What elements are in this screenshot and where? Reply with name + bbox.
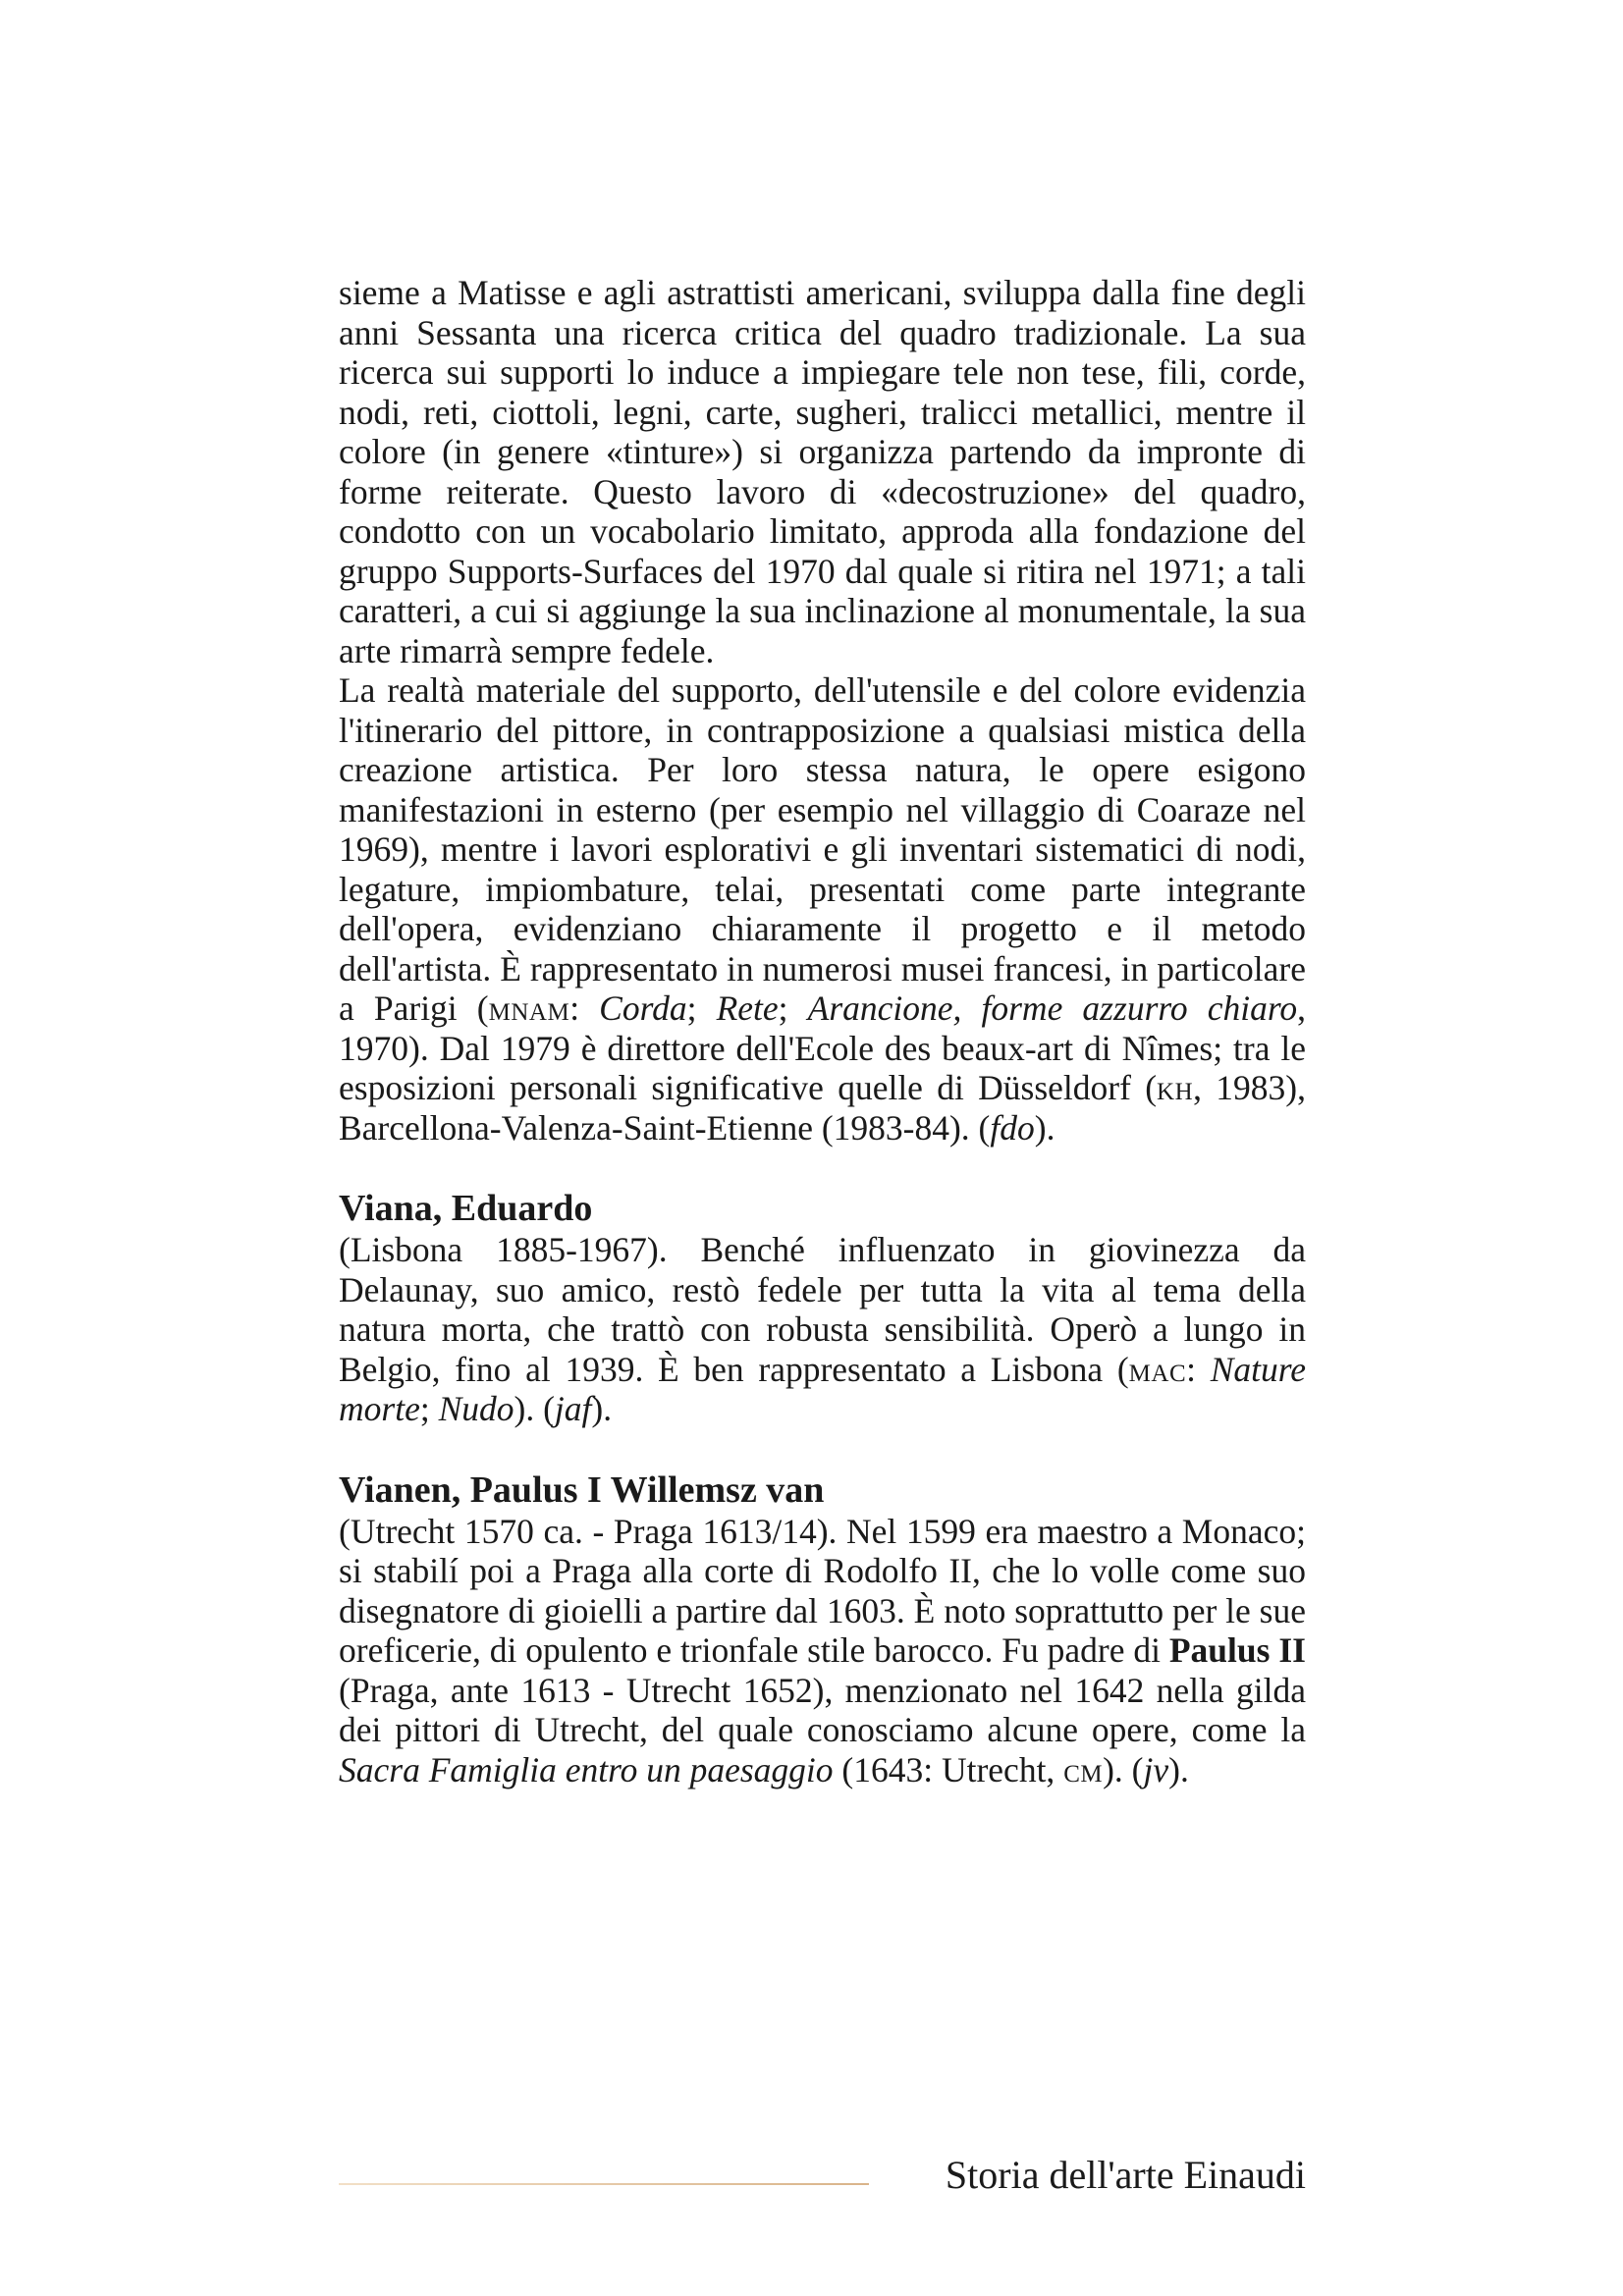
text-run: , 1983), Barcellona-Valenza-Saint-Etienne (1983-84). ( [339, 1068, 1306, 1148]
work-title: Corda [599, 988, 687, 1028]
text-run: ). ( [514, 1389, 555, 1428]
text-run: (Lisbona 1885-1967). Benché influenzato in giovinezza da Delaunay, suo amico, restò fedele per tutta la vita al tema della natura morta, che trattò con robusta sensibilità. Operò a lungo in Belgio, fino al 1939. È ben rappresentato a Lisbona ( [339, 1230, 1306, 1389]
text-run: ). [591, 1389, 613, 1428]
spacer [339, 1429, 1306, 1468]
work-title: Rete [716, 988, 779, 1028]
author-initials: jaf [554, 1389, 592, 1428]
author-initials: jv [1143, 1749, 1169, 1789]
museum-abbrev: kh [1157, 1068, 1194, 1107]
museum-abbrev: mnam [488, 988, 570, 1028]
cross-reference-name: Paulus II [1168, 1630, 1306, 1670]
text-run: ; [778, 988, 808, 1028]
text-run: ). [1168, 1749, 1189, 1789]
text-run: (Praga, ante 1613 - Utrecht 1652), menzionato nel 1642 nella gilda dei pittori di Utrecht, del quale conosciamo alcune opere, come la [339, 1670, 1306, 1749]
text-run: La realtà materiale del supporto, dell'utensile e del colore evidenzia l'itinerario del pittore, in contrapposizione a qualsiasi mistica della creazione artistica. Per loro stessa natura, le opere esigono manifestazioni in esterno (per esempio nel villaggio di Coaraze nel 1969), mentre i lavori esplorativi e gli inventari sistematici di nodi, legature, impiombature, telai, presentati come parte integrante dell'opera, evidenziano chiaramente il progetto e il metodo dell'artista. È rappresentato in numerosi musei francesi, in particolare a Parigi ( [339, 670, 1306, 1028]
entry-body-vianen [339, 1512, 1306, 1790]
text-run: ; [419, 1389, 439, 1428]
work-title: Sacra Famiglia entro un paesaggio [339, 1749, 834, 1789]
work-title: Arancione, forme azzurro chiaro [807, 988, 1298, 1028]
text-run: : [1186, 1349, 1211, 1389]
text-run: ). [1034, 1107, 1055, 1148]
paragraph-itinerary [339, 670, 1306, 1148]
text-run: : [569, 988, 600, 1028]
text-run: ; [686, 988, 717, 1028]
text-run: (Utrecht 1570 ca. - Praga 1613/14). Nel 1599 era maestro a Monaco; si stabilí poi a Praga alla corte di Rodolfo II, che lo volle come suo disegnatore di gioielli a partire dal 1603. È noto soprattutto per le sue oreficerie, di opulento e trionfale stile barocco. Fu padre di [339, 1511, 1306, 1670]
text-column [339, 273, 1306, 1789]
text-run: ). ( [1103, 1749, 1144, 1789]
footer-title: Storia dell'arte Einaudi [945, 2153, 1306, 2197]
entry-heading-vianen: Vianen, Paulus I Willemsz van [339, 1468, 825, 1511]
entry-body-viana [339, 1230, 1306, 1429]
text-run: (1643: Utrecht, [833, 1749, 1064, 1789]
footer-rule [339, 2183, 869, 2185]
work-title: Nudo [438, 1389, 514, 1428]
museum-abbrev: cm [1063, 1749, 1104, 1789]
spacer [339, 1148, 1306, 1187]
text-run: , 1970). Dal 1979 è direttore dell'Ecole des beaux-art di Nîmes; tra le esposizioni personali significative quelle di Düsseldorf ( [339, 988, 1306, 1107]
author-initials: fdo [990, 1107, 1035, 1148]
entry-heading-viana: Viana, Eduardo [339, 1188, 593, 1229]
museum-abbrev: mac [1128, 1349, 1187, 1389]
paragraph-continuation: sieme a Matisse e agli astrattisti americani, sviluppa dalla fine degli anni Sessanta una ricerca critica del quadro tradizionale. La sua ricerca sui supporti lo induce a impiegare tele non tese, fili, corde, nodi, reti, ciottoli, legni, carte, sugheri, tralicci metallici, mentre il colore (in genere «tinture») si organizza partendo da impronte di forme reiterate. Questo lavoro di «decostruzione» del quadro, condotto con un vocabolario limitato, approda alla fondazione del gruppo Supports-Surfaces del 1970 dal quale si ritira nel 1971; a tali caratteri, a cui si aggiunge la sua inclinazione al monumentale, la sua arte rimarrà sempre fedele. [339, 273, 1306, 670]
work-title: Nature morte [339, 1349, 1306, 1428]
